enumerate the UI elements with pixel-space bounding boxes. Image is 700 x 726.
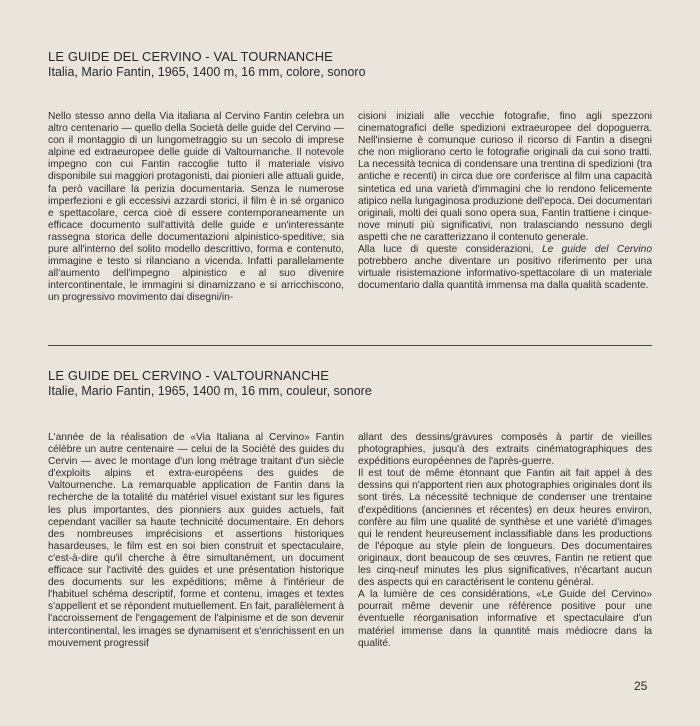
section-divider [48,345,652,346]
italian-paragraph: Nello stesso anno della Via italiana al Cervino Fantin celebra un altro centenario — quello della Società delle guide del Cervino — con il montaggio di un lungometraggio su un secolo di imprese alpine ed extraeuropee delle guide di Valtournanche. Il notevole impegno con cui Fantin raccoglie tutto il materiale visivo disponibile sui maggiori protagonisti, dai pionieri alle attuali guide, fa però vacillare la perizia documentaria. Senza le numerose imperfezioni e gli eccessivi azzardi storici, il film è in sé organico e spettacolare, cerca cioè di essere contemporaneamente un efficace documento sull'attività delle guide e un'interessante rassegna storica delle documentazioni alpinistico-speditive; sia pure all'interno del solito modello descrittivo, forma e contenuto, immagine e testo si rilanciano a vicenda. Infatti parallelamente all'aumento dell'impegno alpinistico e al suo divenire intercontinentale, le immagini si dinamizzano e si arricchiscono, un progressivo movimento dai disegni/in- [48,111,344,304]
french-paragraph: A la lumière de ces considérations, «Le Guide del Cervino» pourrait même devenir une référence positive pour une éventuelle réorganisation informative et spectaculaire d'un matériel immense dans la quantité mais médiocre dans la qualité. [358,589,652,649]
french-paragraph: Il est tout de même étonnant que Fantin ait fait appel à des dessins qui n'apportent rien aux photographies originales dont ils sont tirés. La nécessité technique de condenser une trentaine d'expéditions (anciennes et récentes) en deux heures environ, confère au film une qualité de synthèse et une variété d'images qui le rendent heureusement inclassifiable dans les productions de l'époque au style plein de longueurs. Des documentaires originaux, dont beaucoup de ses œuvres, Fantin ne retient que les cinq-neuf minutes les plus significatives, n'écartant aucun des aspects qui en caractérisent le contenu général. [358,468,652,589]
french-text-column-right [358,432,652,650]
italian-paragraph: cisioni iniziali alle vecchie fotografie, fino agli spezzoni cinematografici delle spedizioni extraeuropee del dopoguerra. Nell'insieme è comunque curioso il ricorso di Fantin a disegni che non migliorano certo le fotografie originali da cui sono tratti. La necessità tecnica di condensare una trentina di spedizioni (tra antiche e recenti) in circa due ore conferisce al film una capacità sintetica ed una varietà d'immagini che lo rendono felicemente atipico nella lungaginosa produzione dell'epoca. Dei documentari originali, molti dei quali sono opera sua, Fantin trattiene i cinque-nove minuti più significativi, non tralasciando nessuno degli aspetti che ne caratterizzano il contenuto generale. [358,111,652,243]
italian-paragraph [358,244,652,292]
page-number: 25 [634,679,648,693]
paragraph-text: Alla luce di queste considerazioni, [358,244,542,256]
italian-section-subtitle: Italia, Mario Fantin, 1965, 1400 m, 16 mm, colore, sonoro [48,65,366,79]
italian-text-column-right [358,111,652,292]
film-title-italic: Le guide del Cervino [541,244,652,256]
french-paragraph: allant des dessins/gravures composés à partir de vieilles photographies, jusqu'à des extraits cinématographiques des expéditions européennes de l'après-guerre. [358,432,652,468]
french-section-title: LE GUIDE DEL CERVINO - VALTOURNANCHE [48,368,329,383]
paragraph-text: potrebbero anche diventare un positivo riferimento per una virtuale risistemazione informativo-spettacolare di un materiale documentario dalla quantità immensa ma dalla qualità scadente. [358,256,652,292]
italian-text-column-left [48,111,344,305]
french-paragraph: L'année de la réalisation de «Via Italiana al Cervino» Fantin célèbre un autre centenaire — celui de la Société des guides du Cervin — avec le montage d'un long métrage traitant d'un siècle d'exploits alpins et extra-européens des guides de Valtournenche. La remarquable application de Fantin dans la recherche de la totalité du matériel visuel existant sur les figures les plus importantes, des pionniers aux guides actuels, fait cependant vaciller sa haute technicité documentaire. En dehors des nombreuses imprécisions et assertions historiques hasardeuses, le film est en soi bien construit et spectaculaire, c'est-à-dire qu'il cherche à être simultanément, un document efficace sur l'activité des guides et une présentation historique des documents sur les expéditions; même à l'intérieur de l'habituel schéma descriptif, forme et contenu, images et textes s'appellent et se répondent mutuellement. En fait, parallèlement à l'accroissement de l'engagement de l'alpinisme et de son devenir intercontinental, les images se dynamisent et s'enrichissent en un mouvement progressif [48,432,344,649]
french-text-column-left [48,432,344,650]
french-section-subtitle: Italie, Mario Fantin, 1965, 1400 m, 16 mm, couleur, sonore [48,384,372,398]
italian-section-title: LE GUIDE DEL CERVINO - VAL TOURNANCHE [48,49,333,64]
